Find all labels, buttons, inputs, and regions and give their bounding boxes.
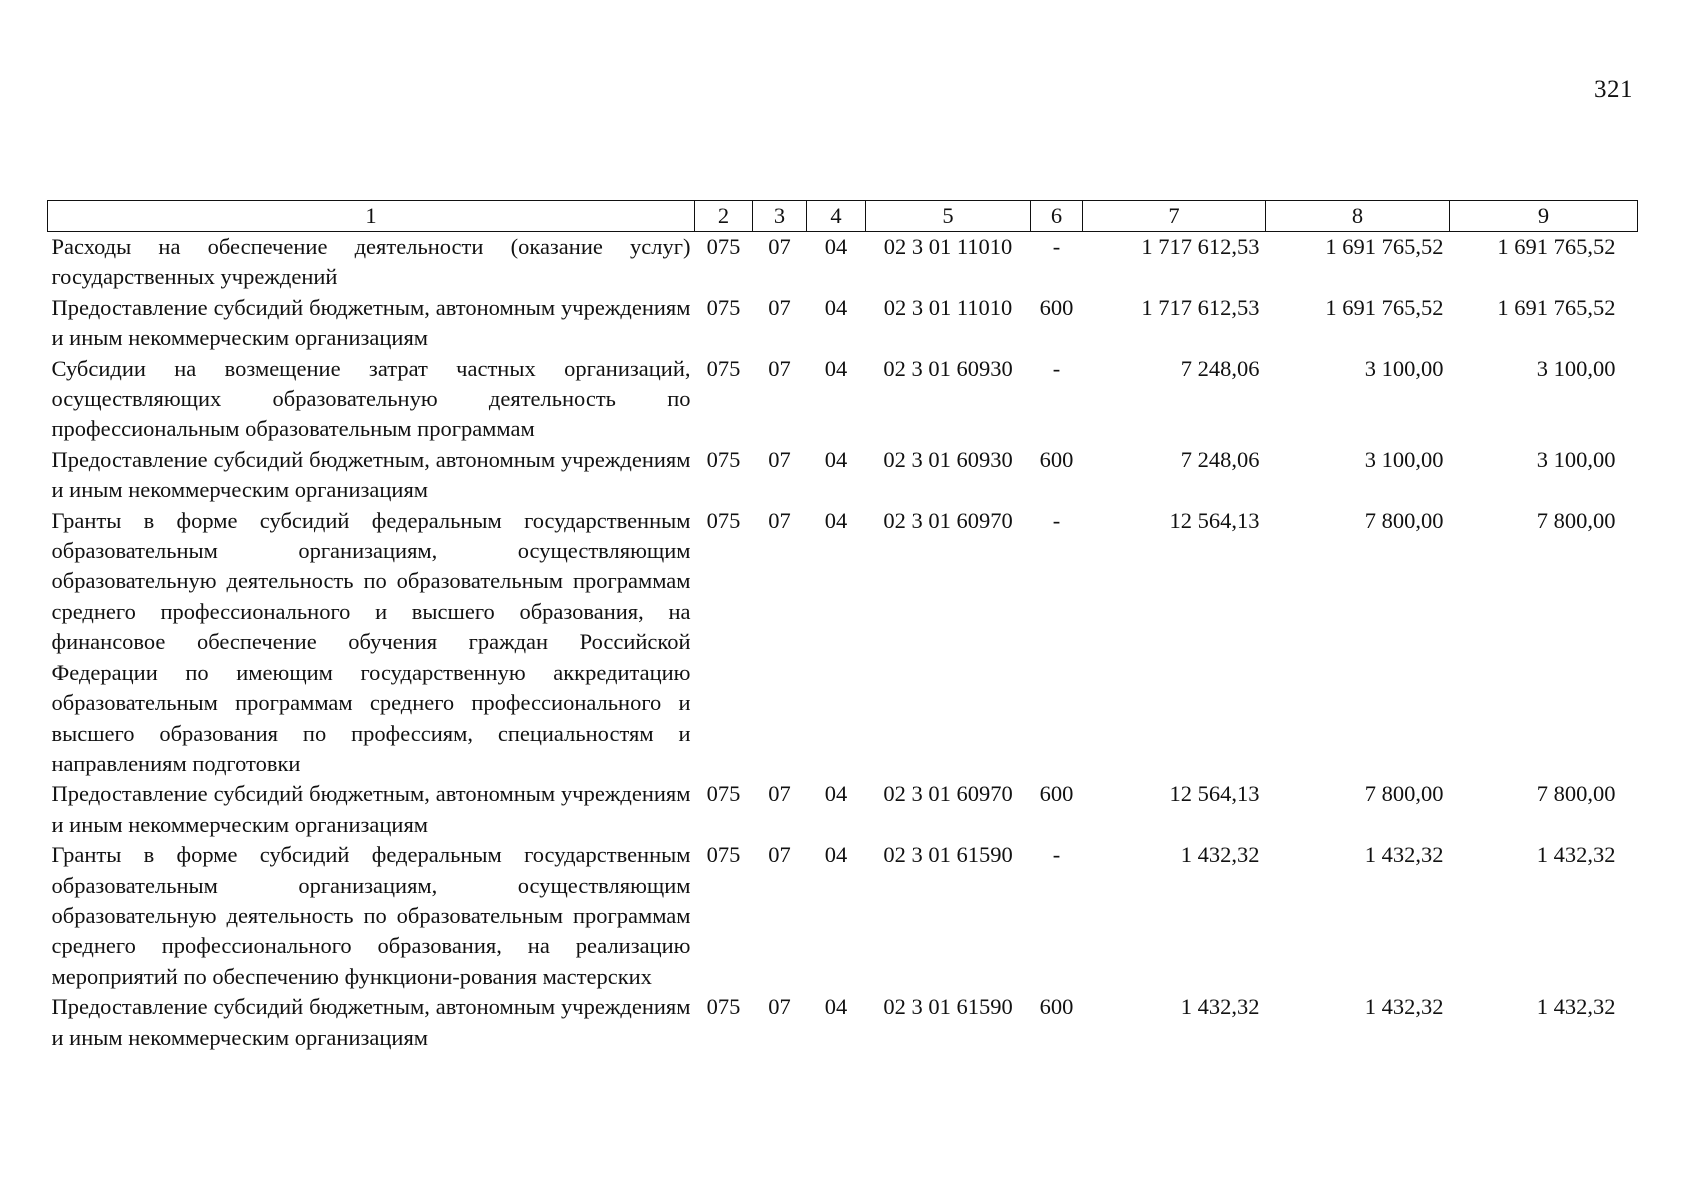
section-code: 07 <box>768 234 791 259</box>
ministry-code: 075 <box>706 355 741 381</box>
amount-col-8: 1 432,32 <box>1364 994 1444 1020</box>
amount-col-9: 1 432,32 <box>1536 994 1616 1020</box>
column-header-7: 7 <box>1083 201 1266 232</box>
expense-type-code: 600 <box>1039 781 1074 807</box>
amount-col-8: 1 691 765,52 <box>1325 294 1444 320</box>
column-header-6: 6 <box>1031 201 1083 232</box>
amount-col-9: 1 432,32 <box>1536 842 1616 868</box>
amount-col-8: 1 691 765,52 <box>1325 234 1444 259</box>
ministry-code: 075 <box>706 781 741 807</box>
target-article-code: 02 3 01 60930 <box>883 355 1013 381</box>
subsection-code: 04 <box>824 507 848 533</box>
target-article-code: 02 3 01 11010 <box>883 234 1013 259</box>
amount-col-9: 7 800,00 <box>1536 507 1616 533</box>
expense-description: Расходы на обеспечение деятельности (оказание услуг) государственных учреждений <box>51 234 691 290</box>
section-code: 07 <box>768 994 791 1020</box>
amount-col-9: 1 691 765,52 <box>1497 294 1616 320</box>
target-article-code: 02 3 01 61590 <box>883 842 1013 868</box>
expense-description: Субсидии на возмещение затрат частных организаций, осуществляющих образовательную деятельность по профессиональным образовательным программам <box>51 355 691 442</box>
section-code: 07 <box>768 842 791 868</box>
subsection-code: 04 <box>824 781 848 807</box>
expense-description: Гранты в форме субсидий федеральным государственным образовательным организациям, осуществляющим образовательную деятельность по образовательным программам среднего профессионального образования, на реализацию мероприятий по обеспечению функциони-рования мастерских <box>51 842 691 989</box>
amount-col-9: 3 100,00 <box>1536 446 1616 472</box>
ministry-code: 075 <box>706 446 741 472</box>
table-row <box>48 354 1638 445</box>
column-header-5: 5 <box>866 201 1031 232</box>
amount-col-8: 7 800,00 <box>1364 781 1444 807</box>
section-code: 07 <box>768 355 791 381</box>
budget-table <box>47 200 1638 1053</box>
subsection-code: 04 <box>824 234 848 259</box>
amount-col-8: 3 100,00 <box>1364 355 1444 381</box>
amount-col-7: 1 717 612,53 <box>1141 234 1260 259</box>
subsection-code: 04 <box>824 446 848 472</box>
table-row <box>48 779 1638 840</box>
expense-description: Предоставление субсидий бюджетным, автономным учреждениям и иным некоммерческим организациям <box>51 446 691 503</box>
expense-description: Предоставление субсидий бюджетным, автономным учреждениям и иным некоммерческим организациям <box>51 781 691 837</box>
amount-col-8: 3 100,00 <box>1364 446 1444 472</box>
amount-col-7: 7 248,06 <box>1180 355 1260 381</box>
table-row <box>48 445 1638 506</box>
amount-col-9: 3 100,00 <box>1536 355 1616 381</box>
expense-description: Гранты в форме субсидий федеральным государственным образовательным организациям, осуществляющим образовательную деятельность по образовательным программам среднего профессионального и высшего образования, на финансовое обеспечение обучения граждан Российской Федерации по имеющим государственную аккредитацию образовательным программам среднего профессионального и высшего образования по профессиям, специальностям и направлениям подготовки <box>51 507 691 776</box>
amount-col-7: 12 564,13 <box>1169 507 1260 533</box>
column-header-8: 8 <box>1266 201 1450 232</box>
amount-col-7: 1 432,32 <box>1180 842 1260 868</box>
table-row <box>48 232 1638 293</box>
ministry-code: 075 <box>706 507 741 533</box>
amount-col-9: 7 800,00 <box>1536 781 1616 807</box>
page-number: 321 <box>1594 76 1633 103</box>
expense-description: Предоставление субсидий бюджетным, автономным учреждениям и иным некоммерческим организациям <box>51 294 691 351</box>
subsection-code: 04 <box>824 355 848 381</box>
subsection-code: 04 <box>824 842 848 868</box>
amount-col-7: 7 248,06 <box>1180 446 1260 472</box>
target-article-code: 02 3 01 61590 <box>883 994 1013 1020</box>
column-header-9: 9 <box>1450 201 1638 232</box>
expense-type-code: 600 <box>1039 994 1074 1020</box>
ministry-code: 075 <box>706 294 741 320</box>
table-row <box>48 293 1638 354</box>
column-header-3: 3 <box>753 201 807 232</box>
subsection-code: 04 <box>824 994 848 1020</box>
table-row <box>48 840 1638 992</box>
column-header-4: 4 <box>807 201 866 232</box>
amount-col-9: 1 691 765,52 <box>1497 234 1616 259</box>
section-code: 07 <box>768 446 791 472</box>
ministry-code: 075 <box>706 994 741 1020</box>
target-article-code: 02 3 01 60970 <box>883 507 1013 533</box>
column-header-1: 1 <box>48 201 695 232</box>
expense-description: Предоставление субсидий бюджетным, автономным учреждениям и иным некоммерческим организациям <box>51 994 691 1050</box>
expense-type-code: - <box>1052 355 1061 381</box>
expense-type-code: 600 <box>1039 294 1074 320</box>
section-code: 07 <box>768 781 791 807</box>
table-row <box>48 506 1638 780</box>
ministry-code: 075 <box>706 234 741 259</box>
table-row <box>48 992 1638 1053</box>
section-code: 07 <box>768 294 791 320</box>
expense-type-code: - <box>1052 507 1061 533</box>
amount-col-7: 12 564,13 <box>1169 781 1260 807</box>
target-article-code: 02 3 01 11010 <box>883 294 1013 320</box>
target-article-code: 02 3 01 60970 <box>883 781 1013 807</box>
section-code: 07 <box>768 507 791 533</box>
ministry-code: 075 <box>706 842 741 868</box>
expense-type-code: - <box>1052 842 1061 868</box>
subsection-code: 04 <box>824 294 848 320</box>
amount-col-7: 1 717 612,53 <box>1141 294 1260 320</box>
amount-col-8: 1 432,32 <box>1364 842 1444 868</box>
amount-col-7: 1 432,32 <box>1180 994 1260 1020</box>
amount-col-8: 7 800,00 <box>1364 507 1444 533</box>
expense-type-code: - <box>1052 234 1061 259</box>
column-number-row <box>48 201 1638 232</box>
expense-type-code: 600 <box>1039 446 1074 472</box>
column-header-2: 2 <box>695 201 753 232</box>
target-article-code: 02 3 01 60930 <box>883 446 1013 472</box>
